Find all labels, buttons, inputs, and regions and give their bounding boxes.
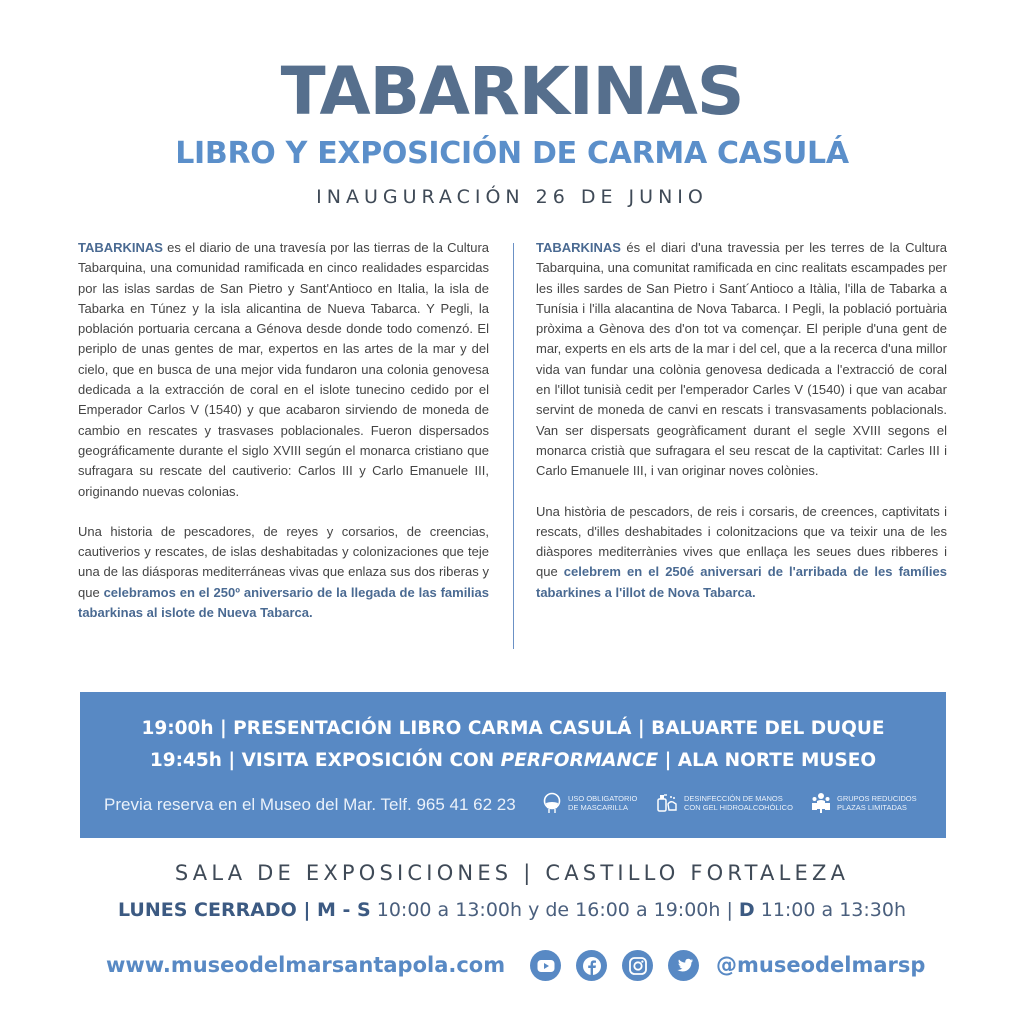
group-notice [811, 792, 917, 814]
sunday-label: D [738, 899, 755, 921]
spanish-paragraph-2 [78, 522, 489, 623]
facebook-link[interactable] [576, 950, 607, 981]
sanitizer-notice [656, 792, 793, 814]
valencian-p2-text: Una història de pescadors, de reis i corsaris, de creences, captivitats i rescats, d'illes deshabitades i colonitzacions que va teixir una de les diàspores mediterrànies vives que enllaça les seues dues ribberes i que [536, 503, 947, 580]
schedule-line-1: 19:00h | PRESENTACIÓN LIBRO CARMA CASULÁ | BALUARTE DEL DUQUE [141, 718, 885, 739]
inauguration-date: INAUGURACIÓN 26 DE JUNIO [316, 186, 708, 208]
weekday-hours: 10:00 a 13:00h y de 16:00 a 19:00h | [370, 899, 739, 921]
mask-notice-line-2: DE MASCARILLA [568, 803, 629, 812]
sanitizer-notice-line-1: DESINFECCIÓN DE MANOS [684, 794, 783, 803]
instagram-link[interactable] [622, 950, 653, 981]
reservation-info: Previa reserva en el Museo del Mar. Telf. 965 41 62 23 [104, 795, 516, 814]
instagram-icon [629, 957, 647, 975]
column-divider [513, 243, 514, 649]
valencian-paragraph-1 [536, 238, 947, 482]
mask-icon [542, 792, 562, 814]
youtube-icon [537, 959, 555, 973]
valencian-paragraph-2 [536, 502, 947, 603]
sanitizer-notice-line-2: CON GEL HIDROALCOHÓLICO [684, 803, 793, 812]
facebook-icon [582, 956, 602, 976]
youtube-link[interactable] [530, 950, 561, 981]
spanish-p2-bold: celebramos en el 250º aniversario de la llegada de las familias tabarkinas al islote de Nueva Tabarca. [78, 584, 489, 621]
closed-days: LUNES CERRADO | M - S [117, 899, 371, 921]
opening-hours [0, 896, 1024, 924]
social-handle[interactable]: @museodelmarsp [716, 953, 926, 977]
mask-notice [542, 792, 637, 814]
twitter-link[interactable] [668, 950, 699, 981]
group-notice-line-2: PLAZAS LIMITADAS [837, 803, 907, 812]
valencian-lead: TABARKINAS [536, 240, 621, 255]
spanish-p2-text: Una historia de pescadores, de reyes y corsarios, de creencias, cautiverios y rescates, de islas deshabitadas y colonizaciones que teje una de las diásporas mediterráneas vivas que enlaza sus dos riberas y que [78, 523, 489, 600]
spanish-paragraph-1 [78, 238, 489, 502]
spanish-p1-text: es el diario de una travesía por las tierras de la Cultura Tabarquina, una comunidad ramificada en cinco realidades esparcidas por las islas sardas de San Pietro y Sant'Antioco en Italia, la isla de Tabarka en Túnez y la isla alicantina de Nueva Tabarca. Y Pegli, la población portuaria cercana a Génova desde donde todo comenzó. El periplo de unas gentes de mar, expertos en las artes de la mar y del cielo, que en busca de una mejor vida fundaron una colonia genovesa dedicada a la extracción de coral en el islote tunecino cedido por el Emperador Carlos V (1540) y que acabaron sirviendo de moneda de cambio en rescates y trasvases poblacionales. Fueron dispersados geográficamente durante el siglo XVIII según el monarca cristiano que sufragara su rescate del cautiverio: Carlos III y Carlo Emanuele III, originando nuevas colonias. [78, 240, 489, 499]
website-link[interactable]: www.museodelmarsantapola.com [106, 953, 506, 977]
spanish-lead: TABARKINAS [78, 240, 163, 255]
valencian-text-column [536, 238, 947, 603]
mask-notice-line-1: USO OBLIGATORIO [568, 794, 638, 803]
spanish-text-column [78, 238, 489, 623]
exhibition-venue: SALA DE EXPOSICIONES | CASTILLO FORTALEZA [174, 861, 850, 885]
page-subtitle: LIBRO Y EXPOSICIÓN DE CARMA CASULÁ [175, 136, 849, 171]
group-icon [811, 792, 831, 814]
page-title: TABARKINAS [280, 53, 744, 130]
hand-sanitizer-icon [656, 792, 678, 814]
twitter-icon [675, 958, 693, 974]
schedule-line-2-post: | ALA NORTE MUSEO [658, 750, 877, 771]
valencian-p2-bold: celebrem en el 250é aniversari de l'arribada de les famílies tabarkines a l'illot de Nova Tabarca. [536, 564, 947, 600]
event-banner [80, 692, 946, 838]
valencian-p1-text: és el diari d'una travessia per les terres de la Cultura Tabarquina, una comunitat ramificada en cinc realitats escampades per les illes sardes de San Pietro i Sant´Antioco a Itàlia, l'illa de Tabarka a Tunísia i l'illa alacantina de Nova Tabarca. I Pegli, la població portuària pròxima a Gènova des d'on tot va començar. El periple d'una gent de mar, experts en els arts de la mar i del cel, que a la recerca d'una millor vida van fundar una colònia genovesa dedicada a l'extracció de coral en l'illot tunisià cedit per l'emperador Carles V (1540) i que van acabar servint de moneda de canvi en rescats i transvasaments poblacionals. Van ser dispersats geogràficament durant el segle XVIII segons el monarca cristià que sufragara el seu rescat de la captivitat: Carles III i Carlo Emanuele III, i van originar noves colònies. [536, 240, 947, 479]
schedule-line-2-pre: 19:45h | VISITA EXPOSICIÓN CON [149, 750, 501, 771]
group-notice-line-1: GRUPOS REDUCIDOS [837, 794, 917, 803]
schedule-line-2 [80, 748, 946, 774]
performance-label: PERFORMANCE [500, 750, 659, 771]
sunday-hours: 11:00 a 13:30h [754, 899, 907, 921]
